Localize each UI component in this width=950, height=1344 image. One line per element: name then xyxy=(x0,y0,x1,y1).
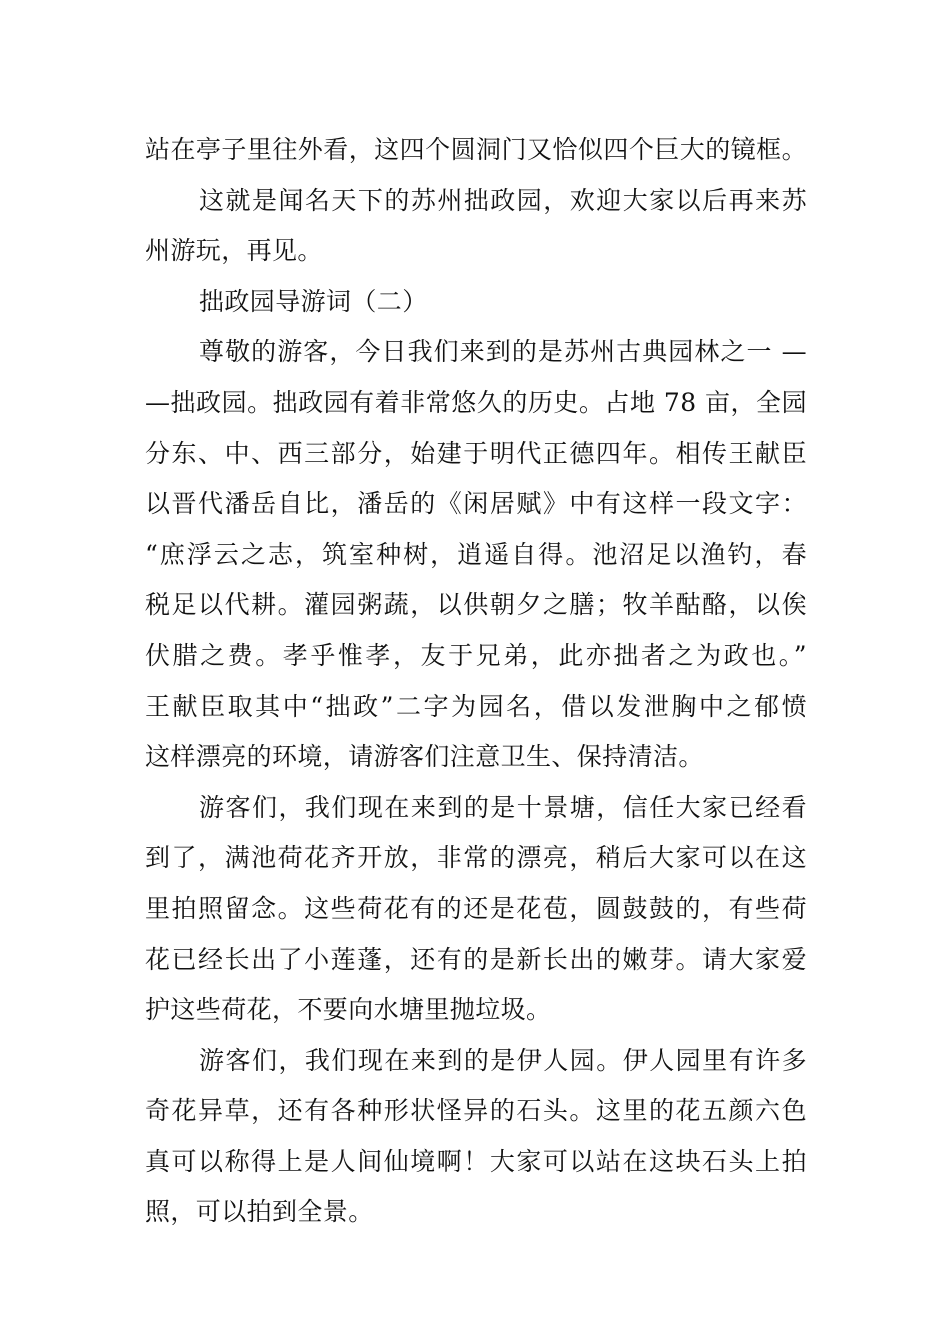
text-line-7: 分东、中、西三部分，始建于明代正德四年。相传王献臣 xyxy=(145,438,807,468)
text-line-15: 到了，满池荷花齐开放，非常的漂亮，稍后大家可以在这 xyxy=(145,843,807,873)
text-line-21: 真可以称得上是人间仙境啊！大家可以站在这块石头上拍 xyxy=(145,1146,807,1176)
text-line-16: 里拍照留念。这些荷花有的还是花苞，圆鼓鼓的，有些荷 xyxy=(145,893,807,923)
text-line-8: 以晋代潘岳自比，潘岳的《闲居赋》中有这样一段文字： xyxy=(145,489,807,519)
text-line-3: 州游玩，再见。 xyxy=(145,236,323,266)
text-line-11: 伏腊之费。孝乎惟孝，友于兄弟，此亦拙者之为政也。” xyxy=(145,640,807,670)
text-line-1: 站在亭子里往外看，这四个圆洞门又恰似四个巨大的镜框。 xyxy=(145,135,807,164)
text-line-18: 护这些荷花，不要向水塘里抛垃圾。 xyxy=(145,995,552,1025)
text-line-22: 照，可以拍到全景。 xyxy=(145,1197,374,1227)
text-line-6: —拙政园。拙政园有着非常悠久的历史。占地 78 亩，全园 xyxy=(145,387,807,417)
text-line-9: “庶浮云之志，筑室种树，逍遥自得。池沼足以渔钓，春 xyxy=(145,539,807,569)
text-line-20: 奇花异草，还有各种形状怪异的石头。这里的花五颜六色 xyxy=(145,1096,807,1126)
text-line-14: 游客们，我们现在来到的是十景塘，信任大家已经看 xyxy=(199,792,807,822)
text-line-2: 这就是闻名天下的苏州拙政园，欢迎大家以后再来苏 xyxy=(199,185,807,215)
text-line-19: 游客们，我们现在来到的是伊人园。伊人园里有许多 xyxy=(199,1045,807,1075)
section-heading: 拙政园导游词（二） xyxy=(199,286,428,316)
text-line-10: 税足以代耕。灌园粥蔬，以供朝夕之膳；牧羊酤酪，以俟 xyxy=(145,590,807,620)
text-line-12: 王献臣取其中“拙政”二字为园名，借以发泄胸中之郁愤 xyxy=(145,691,807,721)
text-line-5: 尊敬的游客，今日我们来到的是苏州古典园林之一 — xyxy=(199,337,807,367)
body-text xyxy=(145,125,807,1238)
text-line-17: 花已经长出了小莲蓬，还有的是新长出的嫩芽。请大家爱 xyxy=(145,944,807,974)
text-line-13: 这样漂亮的环境，请游客们注意卫生、保持清洁。 xyxy=(145,742,704,772)
